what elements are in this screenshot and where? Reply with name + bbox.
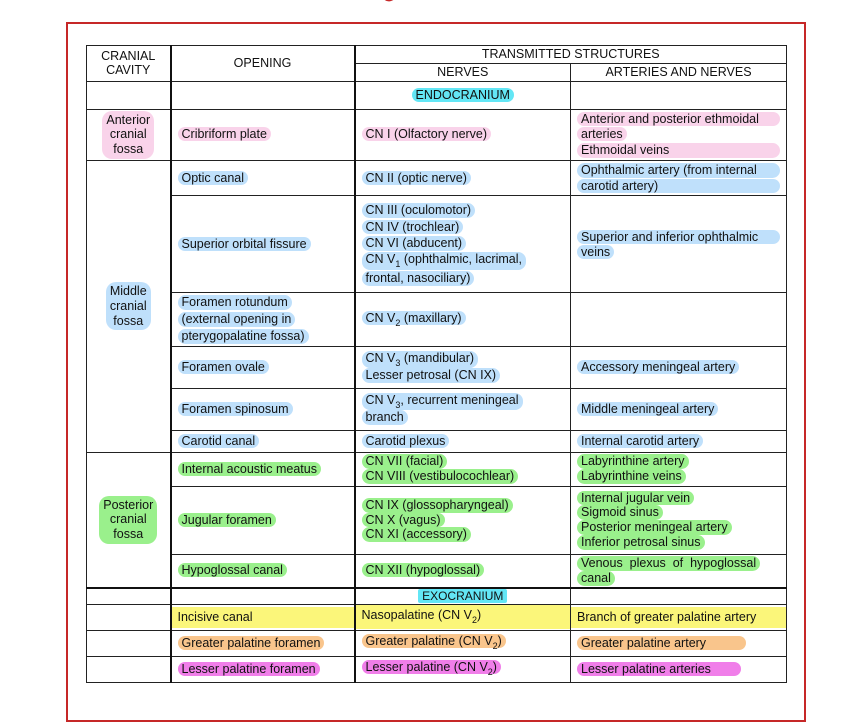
opening-incisive: Incisive canal	[172, 607, 354, 628]
arteries-jugular-2: Sigmoid sinus	[577, 505, 663, 520]
nerves-rotundum: CN $V_2$ (maxillary)	[362, 311, 466, 325]
opening-rotundum-1: Foramen rotundum	[178, 295, 292, 310]
table-row	[87, 656, 787, 682]
arteries-sof-2: veins	[577, 245, 614, 259]
opening-rotundum-3: pterygopalatine fossa)	[178, 329, 309, 344]
opening-greater: Greater palatine foramen	[178, 636, 325, 650]
arteries-carotid: Internal carotid artery	[577, 434, 703, 448]
table-row	[87, 554, 787, 588]
arteries-iam-2: Labyrinthine veins	[577, 469, 686, 484]
nerves-hypoglossal: CN XII (hypoglossal)	[362, 563, 485, 577]
arteries-jugular-3: Posterior meningeal artery	[577, 520, 732, 535]
header-row	[87, 46, 787, 64]
cavity-middle: Middle cranial fossa	[106, 282, 151, 330]
nerves-carotid: Carotid plexus	[362, 434, 450, 448]
arteries-sof-1: Superior and inferior ophthalmic	[577, 230, 780, 245]
arteries-jugular-1: Internal jugular vein	[577, 491, 694, 506]
table-row	[87, 160, 787, 196]
header-arteries: ARTERIES AND NERVES	[571, 63, 787, 81]
arteries-iam-1: Labyrinthine artery	[577, 454, 689, 469]
arteries-hypoglossal-2: canal	[577, 571, 615, 586]
nerves-lesser: Lesser palatine (CN $V_2$)	[362, 660, 501, 674]
opening-spinosum: Foramen spinosum	[178, 402, 293, 416]
arteries-spinosum: Middle meningeal artery	[577, 402, 718, 416]
arteries-lesser: Lesser palatine arteries	[577, 662, 741, 676]
arteries-optic-2: carotid artery)	[577, 179, 780, 194]
opening-ovale: Foramen ovale	[178, 360, 269, 374]
arteries-hypoglossal-1: Venous plexus of hypoglossal	[577, 556, 760, 571]
arteries-ovale: Accessory meningeal artery	[577, 360, 739, 374]
table-row	[87, 630, 787, 656]
header-opening: OPENING	[171, 46, 355, 82]
cavity-cell	[87, 109, 171, 160]
table-row	[87, 196, 787, 293]
section-row-exocranium	[87, 588, 787, 604]
nerves-ovale-1: CN $V_3$ (mandibular)	[362, 351, 479, 369]
nerves-sof-4: CN $V_1$ (ophthalmic, lacrimal,	[362, 252, 526, 270]
opening-cribriform: Cribriform plate	[178, 127, 271, 141]
opening-iam: Internal acoustic meatus	[178, 462, 322, 476]
arteries-jugular-4: Inferior petrosal sinus	[577, 535, 705, 550]
table-row	[87, 430, 787, 452]
nerves-ovale-2: Lesser petrosal (CN IX)	[362, 368, 501, 383]
nerves-sof-1: CN III (oculomotor)	[362, 203, 476, 218]
arteries-cribriform-2: arteries	[577, 127, 627, 141]
table-row	[87, 604, 787, 630]
table-row	[87, 486, 787, 554]
arteries-cribriform-3: Ethmoidal veins	[577, 143, 780, 158]
nerves-jugular-3: CN XI (accessory)	[362, 527, 471, 542]
header-cavity: CRANIAL CAVITY	[87, 46, 171, 82]
table-row	[87, 452, 787, 486]
section-label-exocranium: EXOCRANIUM	[418, 589, 507, 603]
red-pen-mark-icon	[380, 0, 404, 8]
opening-sof: Superior orbital fissure	[178, 237, 311, 251]
cranial-foramina-table	[86, 45, 787, 683]
opening-rotundum-2: (external opening in	[178, 312, 296, 327]
arteries-incisive: Branch of greater palatine artery	[571, 607, 786, 628]
opening-optic: Optic canal	[178, 171, 249, 185]
header-transmitted: TRANSMITTED STRUCTURES	[355, 46, 787, 64]
opening-carotid: Carotid canal	[178, 434, 260, 448]
nerves-iam-1: CN VII (facial)	[362, 454, 448, 469]
nerves-sof-2: CN IV (trochlear)	[362, 220, 464, 235]
nerves-cribriform: CN I (Olfactory nerve)	[362, 127, 492, 141]
arteries-optic-1: Ophthalmic artery (from internal	[577, 163, 780, 178]
nerves-spinosum-1: CN $V_3$, recurrent meningeal	[362, 393, 523, 411]
table-row	[87, 346, 787, 388]
cavity-cell	[87, 160, 171, 452]
nerves-greater: Greater palatine (CN $V_2$)	[362, 634, 506, 648]
opening-hypoglossal: Hypoglossal canal	[178, 563, 287, 577]
table-row	[87, 109, 787, 160]
opening-jugular: Jugular foramen	[178, 513, 276, 527]
nerves-iam-2: CN VIII (vestibulocochlear)	[362, 469, 519, 484]
section-row-endocranium	[87, 81, 787, 109]
opening-lesser: Lesser palatine foramen	[178, 662, 320, 676]
section-label-endocranium: ENDOCRANIUM	[412, 88, 514, 102]
arteries-cribriform-1: Anterior and posterior ethmoidal	[577, 112, 780, 127]
table-row	[87, 293, 787, 346]
nerves-sof-5: frontal, nasociliary)	[362, 271, 475, 286]
arteries-greater: Greater palatine artery	[577, 636, 746, 650]
nerves-jugular-2: CN X (vagus)	[362, 513, 445, 528]
table-row	[87, 388, 787, 430]
nerves-sof-3: CN VI (abducent)	[362, 236, 467, 251]
cavity-cell	[87, 452, 171, 588]
nerves-spinosum-2: branch	[362, 410, 408, 425]
nerves-optic: CN II (optic nerve)	[362, 171, 471, 185]
nerves-jugular-1: CN IX (glossopharyngeal)	[362, 498, 513, 513]
nerves-incisive: Nasopalatine (CN $V_2$)	[356, 605, 571, 629]
header-nerves: NERVES	[355, 63, 571, 81]
cavity-anterior: Anterior cranial fossa	[102, 111, 154, 159]
cavity-posterior: Posterior cranial fossa	[99, 496, 157, 544]
